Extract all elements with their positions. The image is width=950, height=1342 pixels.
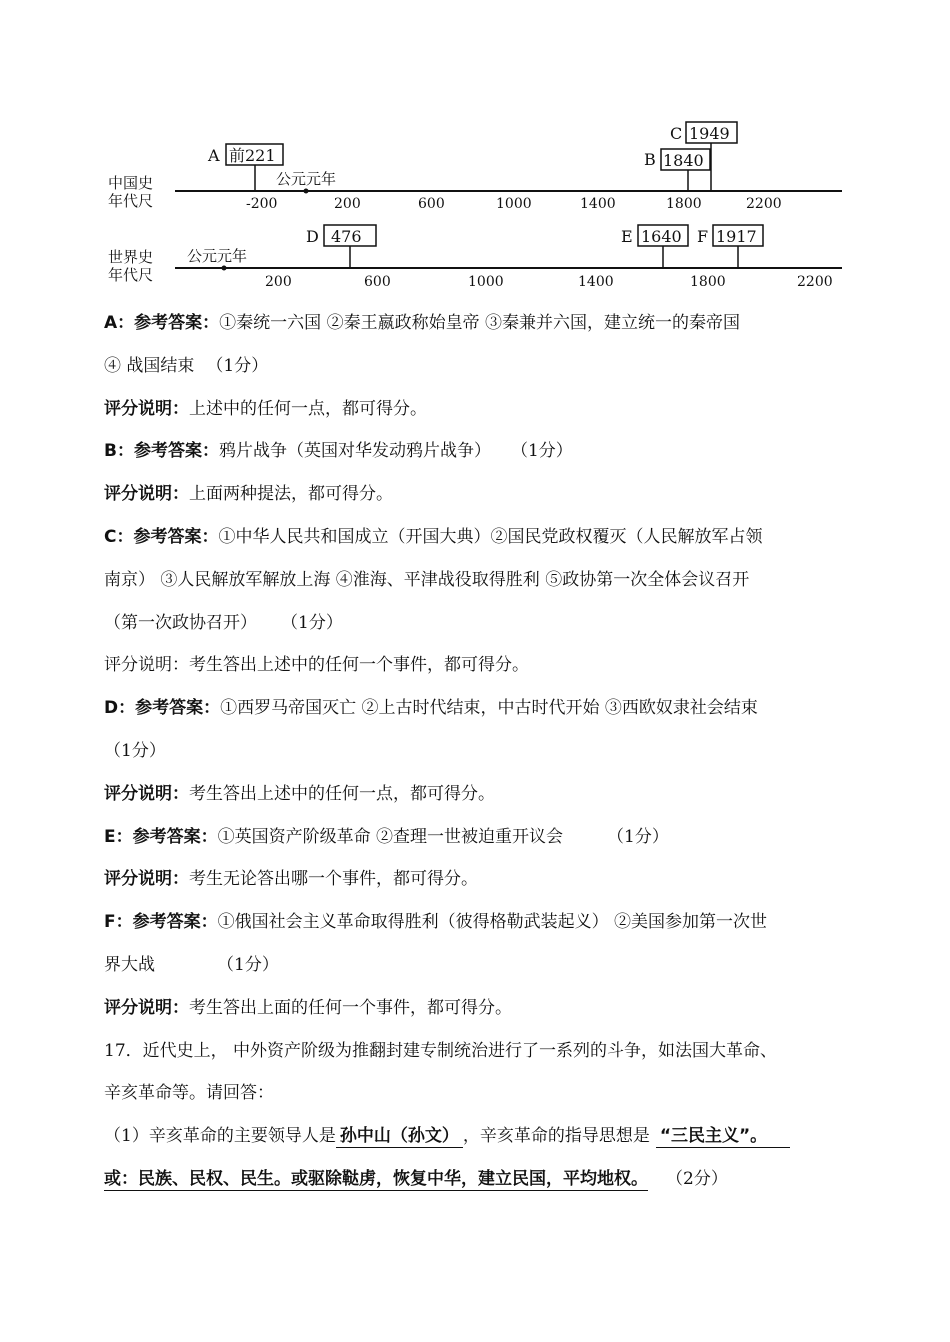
answer-key xyxy=(104,312,864,1211)
question-text: 辛亥革命等。请回答： xyxy=(104,1083,274,1104)
note-e xyxy=(104,868,864,890)
china-tick-label: 600 xyxy=(418,196,445,212)
note-label: 评分说明： xyxy=(104,484,189,505)
question-text: 17．近代史上， 中外资产阶级为推翻封建专制统治进行了一系列的斗争，如法国大革命、 xyxy=(104,1040,778,1061)
note-text: 上面两种提法，都可得分。 xyxy=(189,484,393,505)
score: （1分） xyxy=(206,355,269,376)
answer-c-cont2 xyxy=(104,612,864,634)
question-text: ，辛亥革命的指导思想是 xyxy=(462,1126,650,1147)
china-ruler xyxy=(108,122,842,212)
note-text: 考生答出上面的任何一个事件，都可得分。 xyxy=(189,997,512,1018)
marker-year: 1917 xyxy=(716,227,757,246)
marker-e xyxy=(621,225,688,268)
answer-text: 鸦片战争（英国对华发动鸦片战争） xyxy=(218,441,491,462)
score: （1分） xyxy=(607,826,669,847)
score: （1分） xyxy=(281,612,343,633)
world-tick-label: 600 xyxy=(364,274,391,290)
note-b xyxy=(104,483,864,505)
note-label: 评分说明： xyxy=(104,398,189,419)
question-17-stem-cont xyxy=(104,1082,864,1104)
marker-year: 1949 xyxy=(689,124,730,143)
answer-text: ④ 战国结束 xyxy=(104,355,195,376)
fill-answer: 孙中山（孙文） xyxy=(339,1126,459,1147)
china-tick-label: 1400 xyxy=(580,196,616,212)
world-ruler-label: 世界史 xyxy=(108,248,154,266)
answer-d xyxy=(104,697,864,719)
world-tick-label: 200 xyxy=(265,274,292,290)
marker-b xyxy=(644,149,710,191)
note-text: 上述中的任何一点，都可得分。 xyxy=(189,398,427,419)
note-label: 评分说明： xyxy=(104,783,189,804)
note-f xyxy=(104,997,864,1019)
china-year-zero-dot xyxy=(304,189,309,194)
answer-text: 南京） ③人民解放军解放上海 ④淮海、平津战役取得胜利 ⑤政协第一次全体会议召开 xyxy=(104,569,750,590)
fill-answer: 或：民族、民权、民生。或驱除鞑虏，恢复中华，建立民国，平均地权。 xyxy=(104,1168,648,1189)
answer-f xyxy=(104,911,864,933)
china-tick-label: 1000 xyxy=(496,196,532,212)
china-ruler-label: 中国史 xyxy=(108,174,154,192)
china-tick-label: -200 xyxy=(246,196,278,212)
note-d xyxy=(104,783,864,805)
world-year-zero-dot xyxy=(222,266,227,271)
answer-text: （第一次政协召开） xyxy=(104,612,257,633)
answer-text: ①秦统一六国 ②秦王嬴政称始皇帝 ③秦兼并六国，建立统一的秦帝国 xyxy=(219,313,740,333)
answer-label: C：参考答案： xyxy=(104,526,219,547)
note-label: 评分说明： xyxy=(104,997,189,1018)
score: （1分） xyxy=(510,441,573,462)
world-tick-label: 2200 xyxy=(797,274,833,290)
answer-text: ①英国资产阶级革命 ②查理一世被迫重开议会 xyxy=(217,826,564,847)
world-ruler xyxy=(108,225,842,290)
answer-text: 界大战 xyxy=(104,954,155,975)
marker-f xyxy=(697,225,763,268)
china-tick-label: 1800 xyxy=(666,196,702,212)
question-text: （1）辛亥革命的主要领导人是 xyxy=(104,1126,336,1147)
marker-year: 前221 xyxy=(229,146,276,165)
marker-year: 476 xyxy=(331,227,362,246)
marker-letter: C xyxy=(670,124,683,143)
answer-a-cont xyxy=(104,355,864,377)
answer-label: F：参考答案： xyxy=(104,912,218,933)
marker-letter: D xyxy=(306,227,319,246)
china-tick-label: 2200 xyxy=(746,196,782,212)
answer-text: ①西罗马帝国灭亡 ②上古时代结束，中古时代开始 ③西欧奴隶社会结束 xyxy=(220,698,758,719)
china-year-zero-label: 公元元年 xyxy=(276,170,337,188)
answer-d-cont xyxy=(104,740,864,762)
score: （1分） xyxy=(217,954,279,975)
world-tick-label: 1000 xyxy=(468,274,504,290)
question-17-part1-cont xyxy=(104,1168,864,1190)
answer-text: ①中华人民共和国成立（开国大典）②国民党政权覆灭（人民解放军占领 xyxy=(218,526,763,547)
note-text: 考生无论答出哪一个事件，都可得分。 xyxy=(189,869,478,890)
marker-a xyxy=(207,144,283,191)
note-c xyxy=(104,654,864,676)
marker-year: 1640 xyxy=(641,227,682,246)
answer-c xyxy=(104,526,864,548)
note-text: 评分说明：考生答出上述中的任何一个事件，都可得分。 xyxy=(104,655,529,676)
answer-a xyxy=(104,312,864,334)
world-tick-label: 1400 xyxy=(578,274,614,290)
score: （2分） xyxy=(666,1168,728,1189)
answer-b xyxy=(104,440,864,462)
score: （1分） xyxy=(104,740,166,761)
answer-label: A：参考答案： xyxy=(104,313,220,333)
question-17-part1 xyxy=(104,1125,864,1147)
marker-letter: A xyxy=(208,146,220,165)
china-ruler-label-2: 年代尺 xyxy=(108,192,154,210)
timeline-figure xyxy=(100,110,860,300)
marker-letter: E xyxy=(621,227,633,246)
world-tick-label: 1800 xyxy=(690,274,726,290)
answer-label: E：参考答案： xyxy=(104,826,218,847)
china-tick-label: 200 xyxy=(334,196,361,212)
note-a xyxy=(104,398,864,420)
answer-f-cont xyxy=(104,954,864,976)
world-year-zero-label: 公元元年 xyxy=(187,247,248,265)
marker-d xyxy=(306,225,376,268)
world-ruler-label-2: 年代尺 xyxy=(108,266,154,284)
answer-e xyxy=(104,826,864,848)
fill-answer: “三民主义”。 xyxy=(659,1126,768,1147)
marker-year: 1840 xyxy=(663,151,704,170)
note-label: 评分说明： xyxy=(104,869,189,890)
answer-c-cont xyxy=(104,569,864,591)
note-text: 考生答出上述中的任何一点，都可得分。 xyxy=(189,783,495,804)
answer-label: D：参考答案： xyxy=(104,698,221,719)
marker-letter: B xyxy=(644,150,656,169)
answer-text: ①俄国社会主义革命取得胜利（彼得格勒武装起义） ②美国参加第一次世 xyxy=(217,912,768,933)
answer-label: B：参考答案： xyxy=(104,441,219,462)
question-17-stem xyxy=(104,1040,864,1062)
marker-letter: F xyxy=(697,227,709,246)
